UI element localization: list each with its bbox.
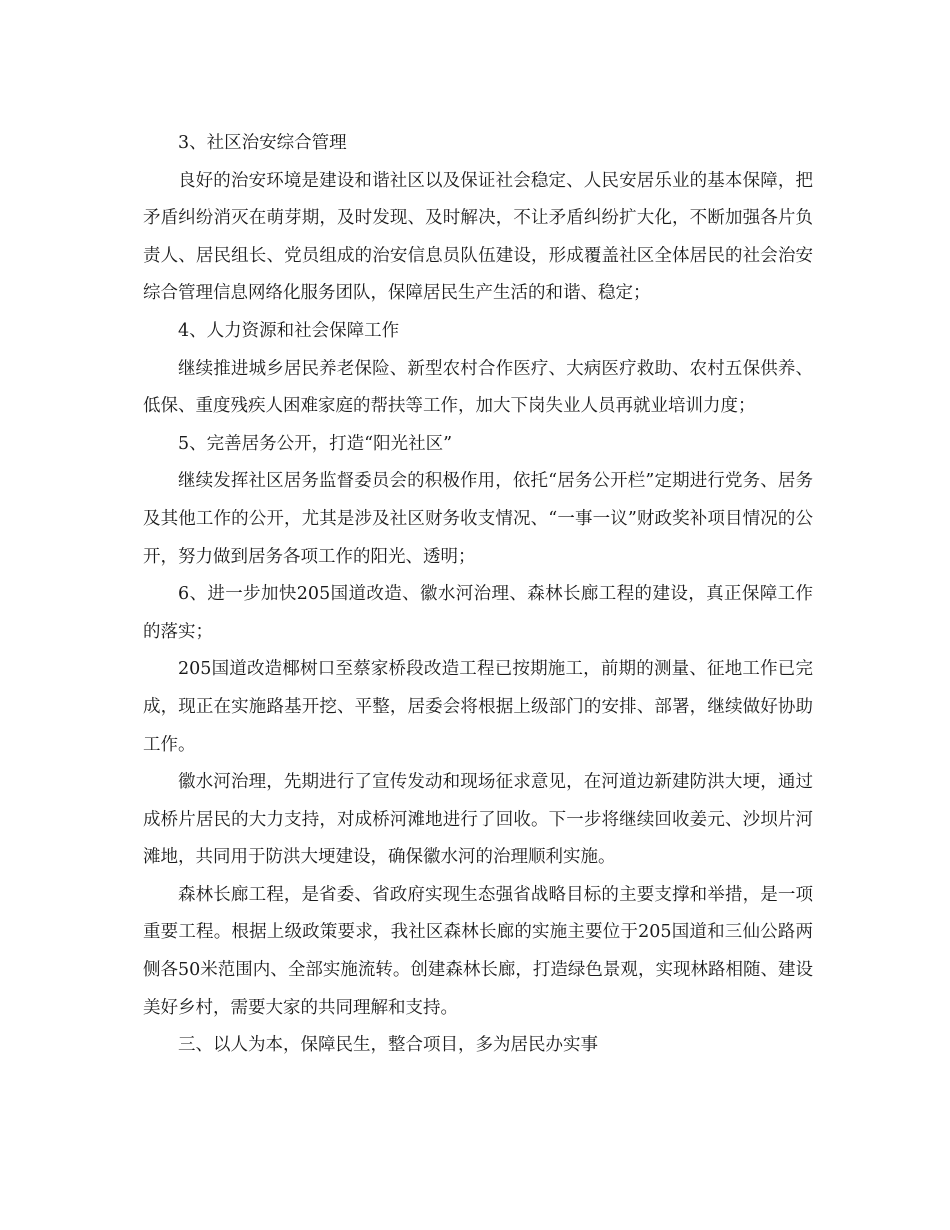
paragraph-open-affairs: 继续发挥社区居务监督委员会的积极作用，依托“居务公开栏”定期进行党务、居务及其他工作的公开，尤其是涉及社区财务收支情况、“一事一议”财政奖补项目情况的公开，努力做到居务各项工作的阳光、透明； [143, 471, 813, 567]
section-heading-public-security: 3、社区治安综合管理 [178, 133, 347, 153]
section-heading-social-security: 4、人力资源和社会保障工作 [178, 320, 400, 341]
paragraph-forest-corridor: 森林长廊工程，是省委、省政府实现生态强省战略目标的主要支撑和举措，是一项重要工程。根据上级政策要求，我社区森林长廊的实施主要位于205国道和三仙公路两侧各50米范围内、全部实施流转。创建森林长廊，打造绿色景观，实现林路相随、建设美好乡村，需要大家的共同理解和支持。 [143, 884, 813, 1018]
paragraph-social-security: 继续推进城乡居民养老保险、新型农村合作医疗、大病医疗救助、农村五保供养、低保、重度残疾人困难家庭的帮扶等工作，加大下岗失业人员再就业培训力度； [143, 358, 813, 417]
section-heading-people-first: 三、以人为本，保障民生，整合项目，多为居民办实事 [178, 1035, 598, 1056]
paragraph-river-governance: 徽水河治理，先期进行了宣传发动和现场征求意见，在河道边新建防洪大埂，通过成桥片居民的大力支持，对成桥河滩地进行了回收。下一步将继续回收姜元、沙坝片河滩地，共同用于防洪大埂建设，确保徽水河的治理顺利实施。 [143, 772, 813, 868]
paragraph-public-security: 良好的治安环境是建设和谐社区以及保证社会稳定、人民安居乐业的基本保障，把矛盾纠纷消灭在萌芽期，及时发现、及时解决，不让矛盾纠纷扩大化，不断加强各片负责人、居民组长、党员组成的治安信息员队伍建设，形成覆盖社区全体居民的社会治安综合管理信息网络化服务团队，保障居民生产生活的和谐、稳定； [143, 170, 813, 304]
document-body [143, 125, 813, 1065]
paragraph-road-renovation: 205国道改造椰树口至蔡家桥段改造工程已按期施工，前期的测量、征地工作已完成，现正在实施路基开挖、平整，居委会将根据上级部门的安排、部署，继续做好协助工作。 [143, 659, 813, 755]
section-heading-open-affairs: 5、完善居务公开，打造“阳光社区” [178, 433, 453, 454]
section-heading-projects: 6、进一步加快205国道改造、徽水河治理、森林长廊工程的建设，真正保障工作的落实； [143, 584, 813, 642]
